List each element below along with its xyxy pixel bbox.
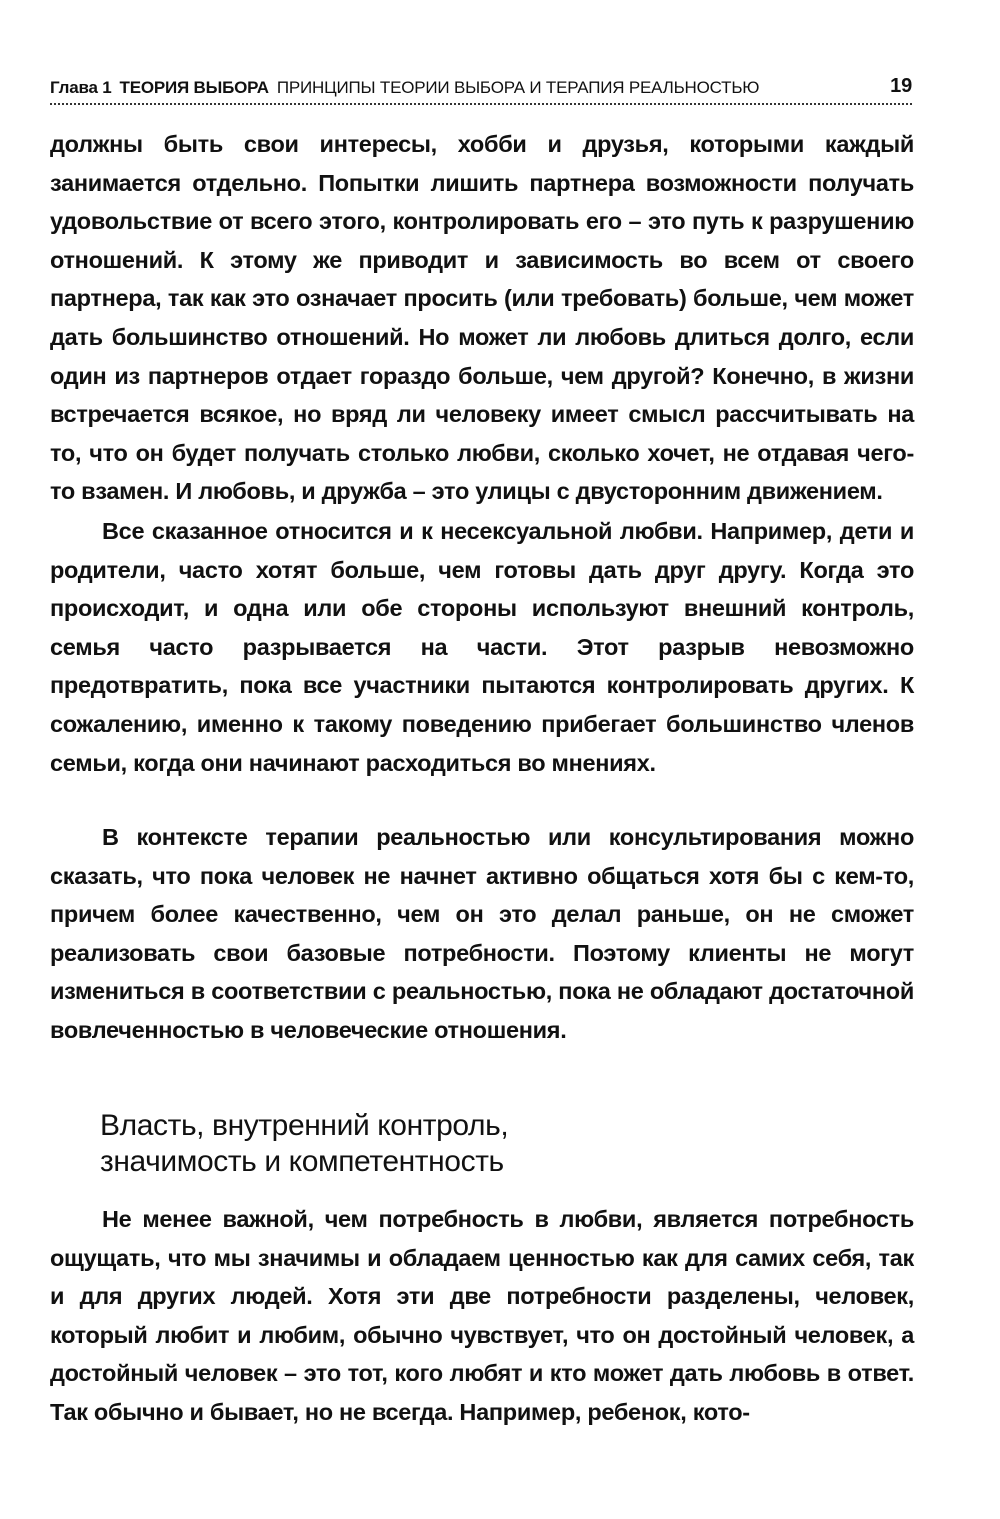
section-heading-line: Власть, внутренний контроль,: [100, 1109, 509, 1142]
section-title: ПРИНЦИПЫ ТЕОРИИ ВЫБОРА И ТЕРАПИЯ РЕАЛЬНОСТЬЮ: [276, 78, 760, 97]
running-header: [50, 62, 912, 98]
paragraph-continued: должны быть свои интересы, хобби и друзья, которыми каждый занимается отдельно. Попытки лишить партнера возможности получать удовольствие от всего этого, контролировать его – это путь к разрушению отношений. К этому же приводит и зависимость во всем от своего партнера, так как это означает просить (или требовать) больше, чем может дать большинство отношений. Но может ли любовь длиться долго, если один из партнеров отдает гораздо больше, чем другой? Конечно, в жизни встречается всякое, но вряд ли человеку имеет смысл рассчитывать на то, что он будет получать столько любви, сколько хочет, не отдавая чего-то взамен. И любовь, и дружба – это улицы с двусторонним движением.: [50, 131, 914, 505]
paragraph: Все сказанное относится и к несексуальной любви. Например, дети и родители, часто хотят больше, чем готовы дать друг другу. Когда это происходит, и одна или обе стороны используют внешний контроль, семья часто разрывается на части. Этот разрыв невозможно предотвратить, пока все участники пытаются контролировать других. К сожалению, именно к такому поведению прибегает большинство членов семьи, когда они начинают расходиться во мнениях.: [50, 518, 914, 776]
section-heading-line: значимость и компетентность: [100, 1145, 504, 1178]
chapter-label: Глава 1: [50, 78, 112, 97]
header-divider: [50, 103, 912, 105]
chapter-title: ТЕОРИЯ ВЫБОРА: [119, 78, 269, 97]
section-heading: [100, 1108, 860, 1180]
paragraph: Не менее важной, чем потребность в любви, является потребность ощущать, что мы значимы и обладаем ценностью как для самих себя, так и для других людей. Хотя эти две потребности разделены, человек, который любит и любим, обычно чувствует, что он достойный человек, а достойный человек – это тот, кого любят и кто может дать любовь в ответ. Так обычно и бывает, но не всегда. Например, ребенок, кото-: [50, 1206, 914, 1425]
page-number: 19: [890, 75, 912, 97]
paragraph: В контексте терапии реальностью или консультирования можно сказать, что пока человек не начнет активно общаться хотя бы с кем-то, причем более качественно, чем он это делал раньше, он не сможет реализовать свои базовые потребности. Поэтому клиенты не могут измениться в соответствии с реальностью, пока не обладают достаточной вовлеченностью в человеческие отношения.: [50, 824, 914, 1043]
